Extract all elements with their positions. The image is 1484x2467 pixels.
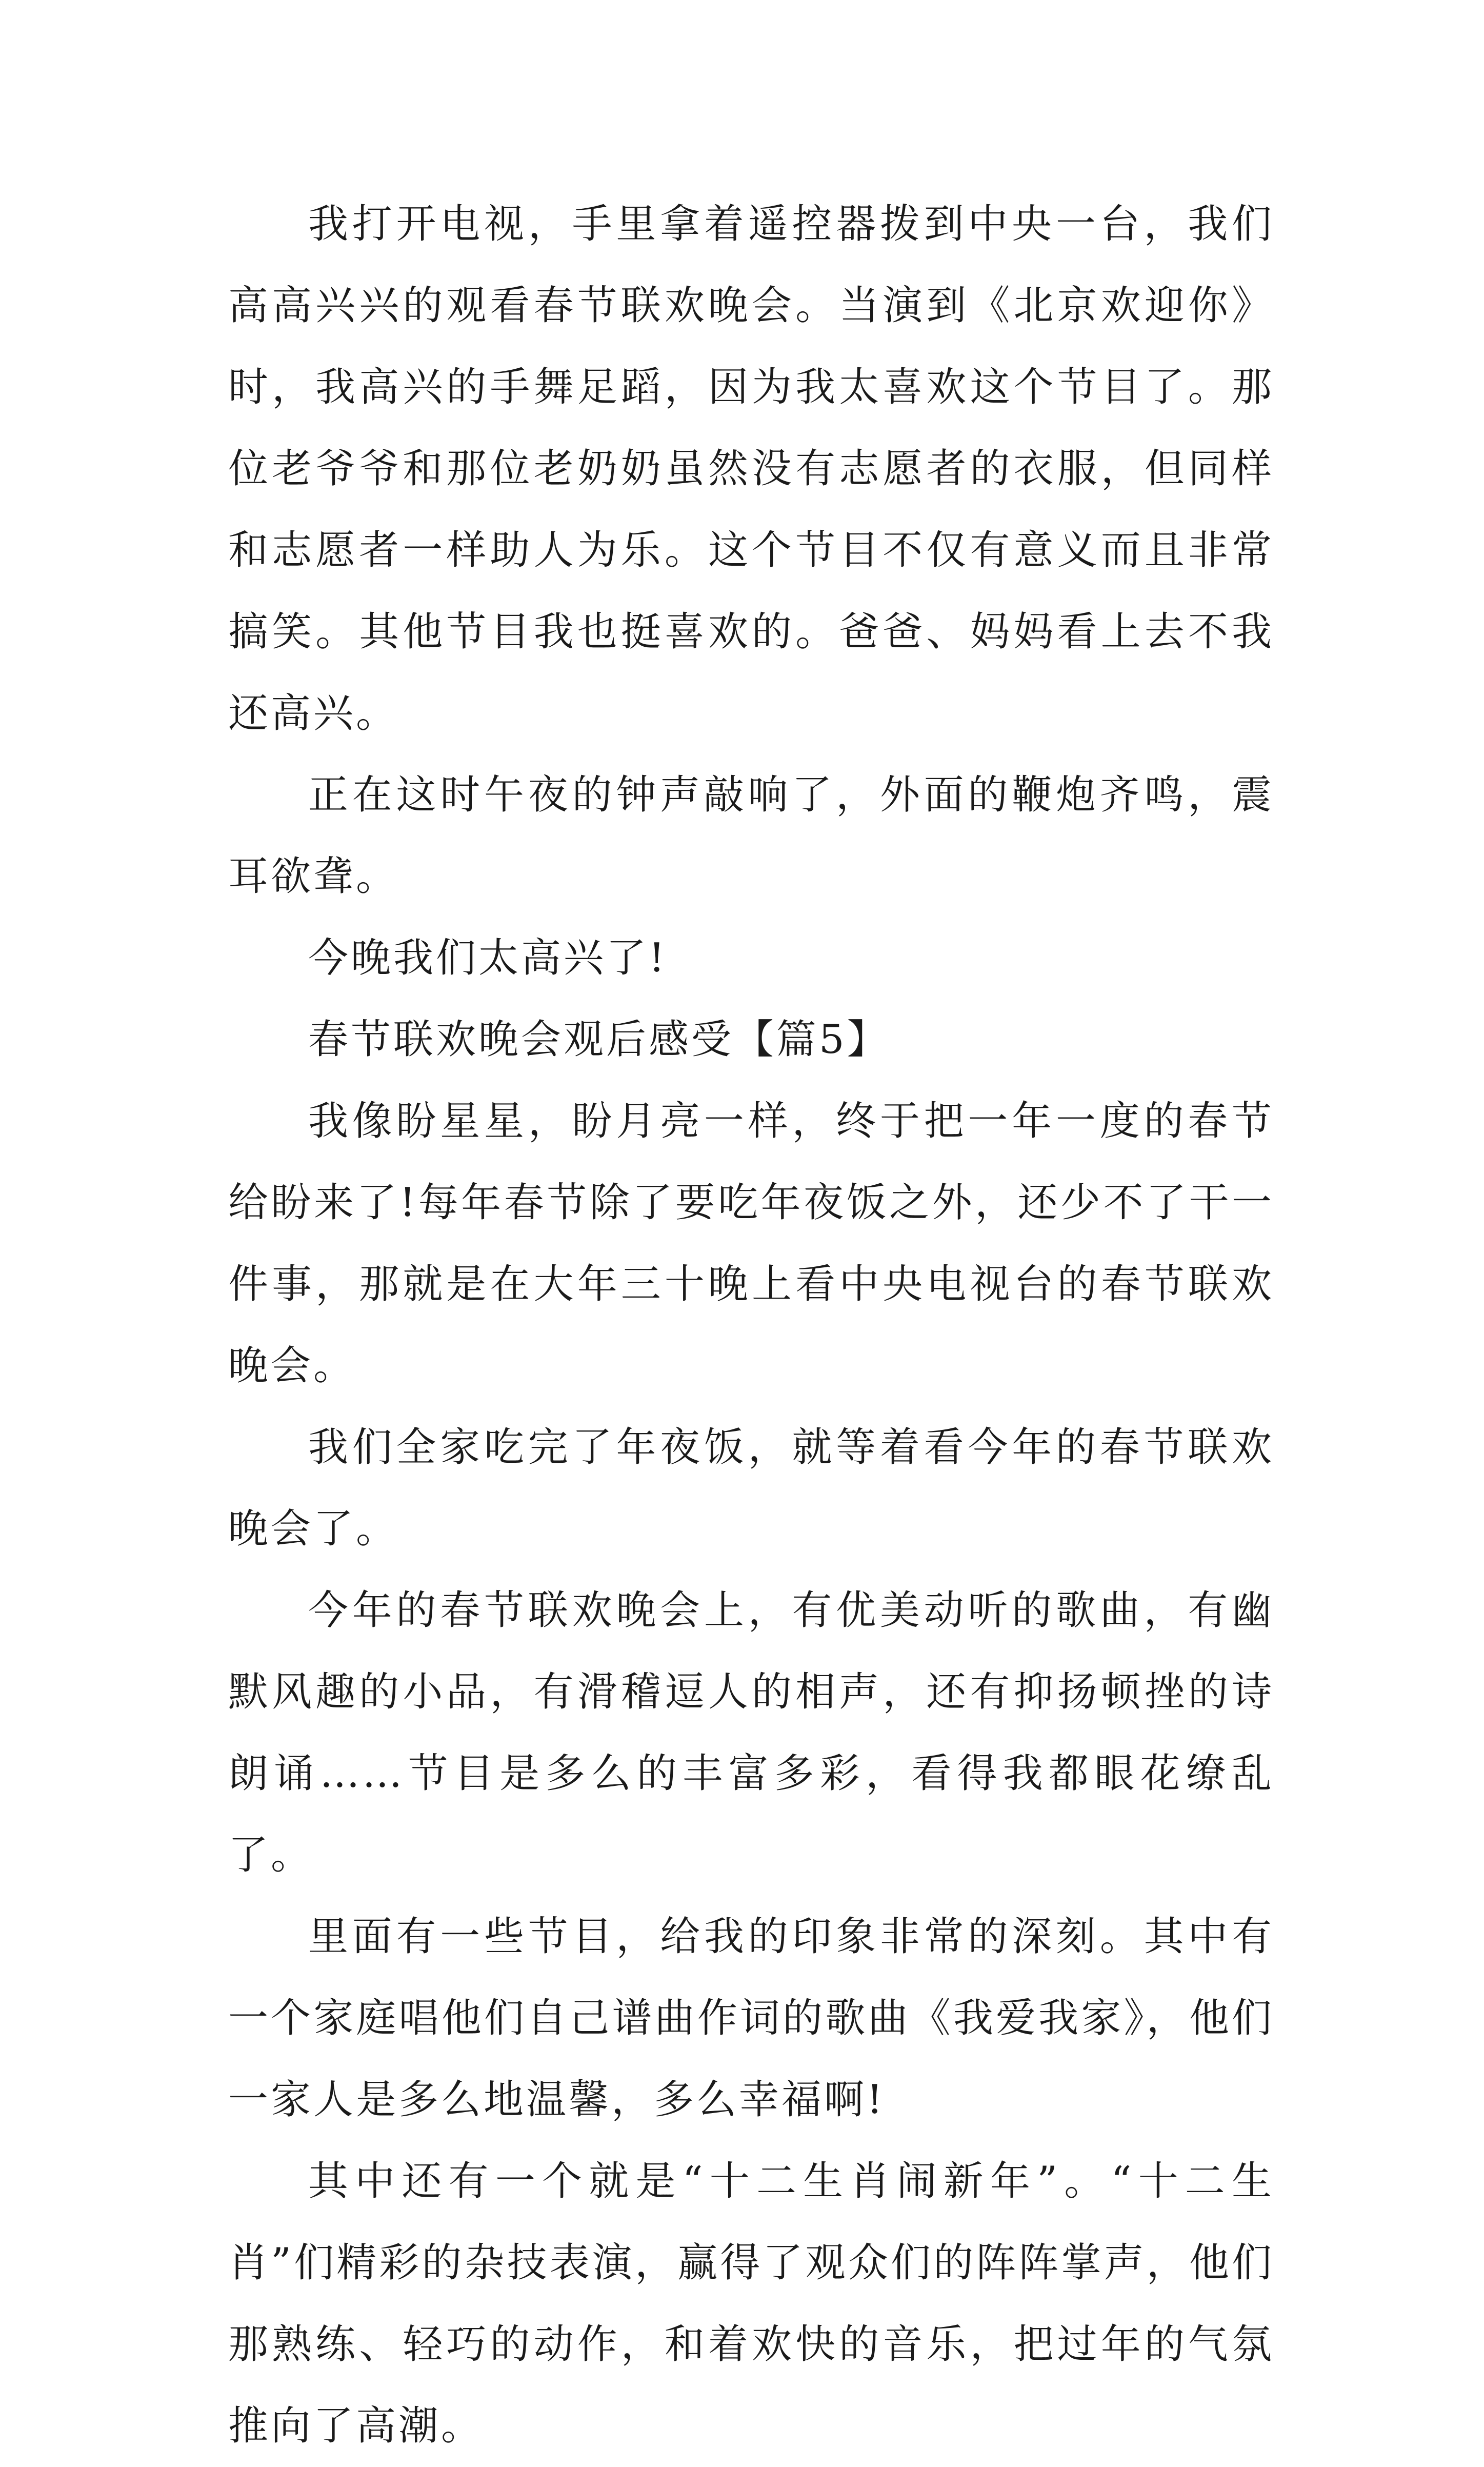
paragraph-4: 我像盼星星，盼月亮一样，终于把一年一度的春节给盼来了!每年春节除了要吃年夜饭之外，还少不了干一件事，那就是在大年三十晚上看中央电视台的春节联欢晚会。 xyxy=(228,1098,1274,1389)
paragraph-8: 其中还有一个就是“十二生肖闹新年”。“十二生肖”们精彩的杂技表演，赢得了观众们的阵阵掌声，他们那熟练、轻巧的动作，和着欢快的音乐，把过年的气氛推向了高潮。 xyxy=(228,2158,1274,2449)
paragraph-2: 正在这时午夜的钟声敲响了，外面的鞭炮齐鸣，震耳欲聋。 xyxy=(228,772,1274,900)
paragraph-6: 今年的春节联欢晚会上，有优美动听的歌曲，有幽默风趣的小品，有滑稽逗人的相声，还有抑扬顿挫的诗朗诵……节目是多么的丰富多彩，看得我都眼花缭乱了。 xyxy=(228,1587,1274,1878)
paragraph-1: 我打开电视，手里拿着遥控器拨到中央一台，我们高高兴兴的观看春节联欢晚会。当演到《北京欢迎你》时，我高兴的手舞足蹈，因为我太喜欢这个节目了。那位老爷爷和那位老奶奶虽然没有志愿者的衣服，但同样和志愿者一样助人为乐。这个节目不仅有意义而且非常搞笑。其他节目我也挺喜欢的。爸爸、妈妈看上去不我还高兴。 xyxy=(228,201,1274,737)
article-body xyxy=(228,184,1274,2467)
paragraph-5: 我们全家吃完了年夜饭，就等着看今年的春节联欢晚会了。 xyxy=(228,1424,1274,1552)
paragraph-7: 里面有一些节目，给我的印象非常的深刻。其中有一个家庭唱他们自己谱曲作词的歌曲《我爱我家》，他们一家人是多么地温馨，多么幸福啊! xyxy=(228,1914,1274,2123)
paragraph-3: 今晚我们太高兴了! xyxy=(308,935,668,981)
section-heading: 春节联欢晚会观后感受【篇5】 xyxy=(308,1017,890,1063)
